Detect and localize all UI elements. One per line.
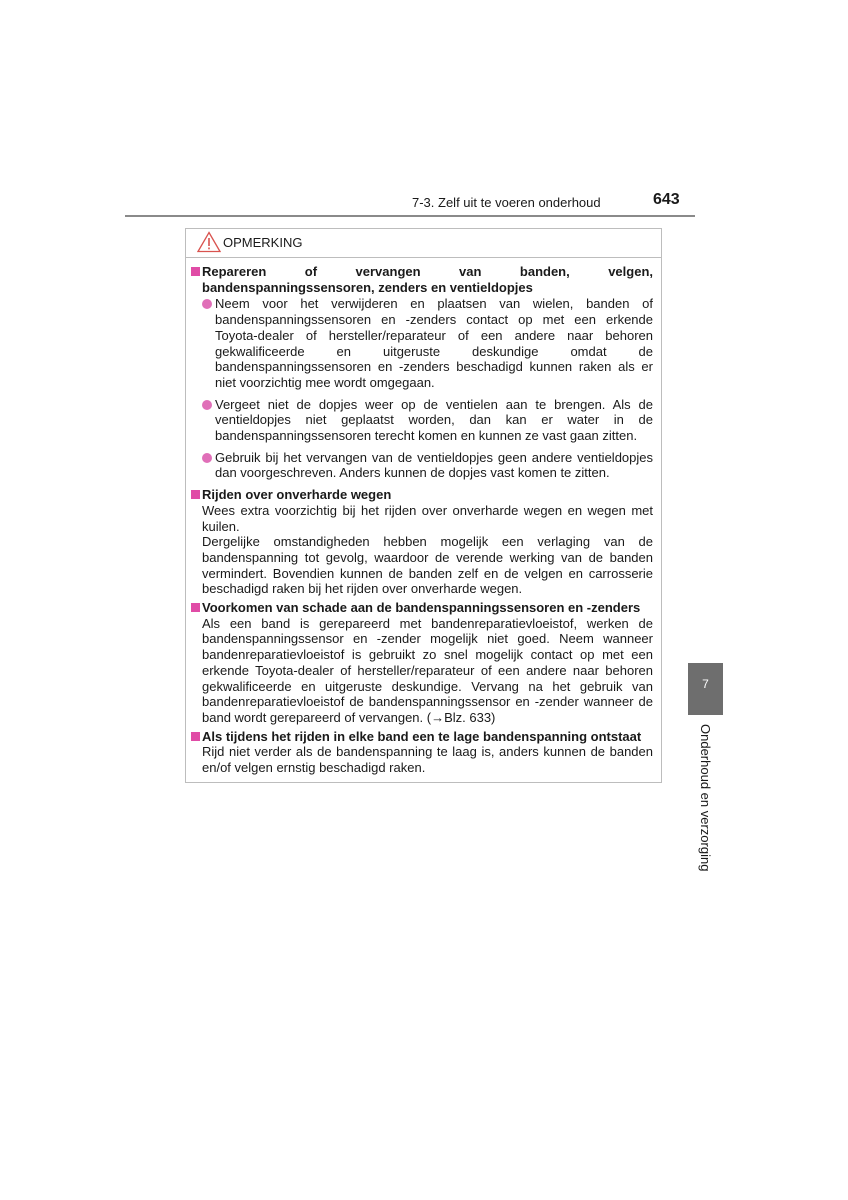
warning-icon [197,231,221,253]
paragraph: Rijd niet verder als de bandenspanning te laag is, anders kunnen de banden en/of velgen ernstig beschadigd raken. [202,744,653,776]
section-square-bullet [191,732,200,741]
notice-header [186,229,661,258]
bullet-dot [202,453,212,463]
section-unpaved-roads [186,487,661,597]
section-low-pressure [186,729,661,776]
list-item: Neem voor het verwijderen en plaatsen van wielen, banden of bandenspanningssensoren en -zenders contact op met een erkende Toyota-dealer of hersteller/reparateur of een andere naar behoren gekwalificeerde en uitgeruste deskundige omdat de bandenspanningssensoren en -zenders beschadigd kunnen raken als er niet voorzichtig mee wordt omgegaan. [202,296,653,390]
notice-box [185,228,662,783]
section-repair [186,264,661,481]
section-title: Voorkomen van schade aan de bandenspanningssensoren en -zenders [202,600,641,616]
paragraph: Als een band is gerepareerd met bandenreparatievloeistof, werken de bandenspanningssensor en -zender mogelijk niet goed. Neem wanneer bandenreparatievloeistof is gebruikt zo snel mogelijk contact op met een erkende Toyota-dealer of hersteller/reparateur of een andere naar behoren gekwalificeerde en uitgeruste deskundige. Vervang na het gebruik van bandenreparatievloeistof de bandenspanningssensor en -zender wanneer de band wordt gerepareerd of vervangen. (→Blz. 633) [202,615,653,725]
header-title: 7-3. Zelf uit te voeren onderhoud [412,195,601,210]
header-rule [125,215,695,217]
bullet-dot [202,299,212,309]
section-square-bullet [191,490,200,499]
section-square-bullet [191,267,200,276]
list-item: Vergeet niet de dopjes weer op de ventielen aan te brengen. Als de ventieldopjes niet geplaatst worden, dan kan er water in de bandenspanningssensoren terecht komen en kunnen ze vast gaan zitten. [202,397,653,444]
section-prevent-damage [186,600,661,726]
paragraph: Wees extra voorzichtig bij het rijden over onverharde wegen en wegen met kuilen. [202,502,653,534]
section-title: Als tijdens het rijden in elke band een te lage bandenspanning ontstaat [202,728,642,744]
notice-content [186,264,661,779]
page-number: 643 [653,191,680,208]
notice-label: OPMERKING [223,235,303,250]
chapter-number: 7 [702,677,709,691]
bullet-dot [202,400,212,410]
section-title: Repareren of vervangen van banden, velgen, bandenspanningssensoren, zenders en ventieldopjes [202,264,653,295]
chapter-side-label: Onderhoud en verzorging [698,724,713,872]
chapter-tab [688,663,723,715]
section-square-bullet [191,603,200,612]
list-item: Gebruik bij het vervangen van de ventieldopjes geen andere ventieldopjes dan voorgeschreven. Anders kunnen de dopjes vast komen te zitten. [202,450,653,481]
section-title: Rijden over onverharde wegen [202,487,392,503]
paragraph: Dergelijke omstandigheden hebben mogelijk een verlaging van de bandenspanning tot gevolg, waardoor de verende werking van de banden vermindert. Bovendien kunnen de banden zelf en de velgen en carrosserie beschadigd raken bij het rijden over onverharde wegen. [202,534,653,597]
